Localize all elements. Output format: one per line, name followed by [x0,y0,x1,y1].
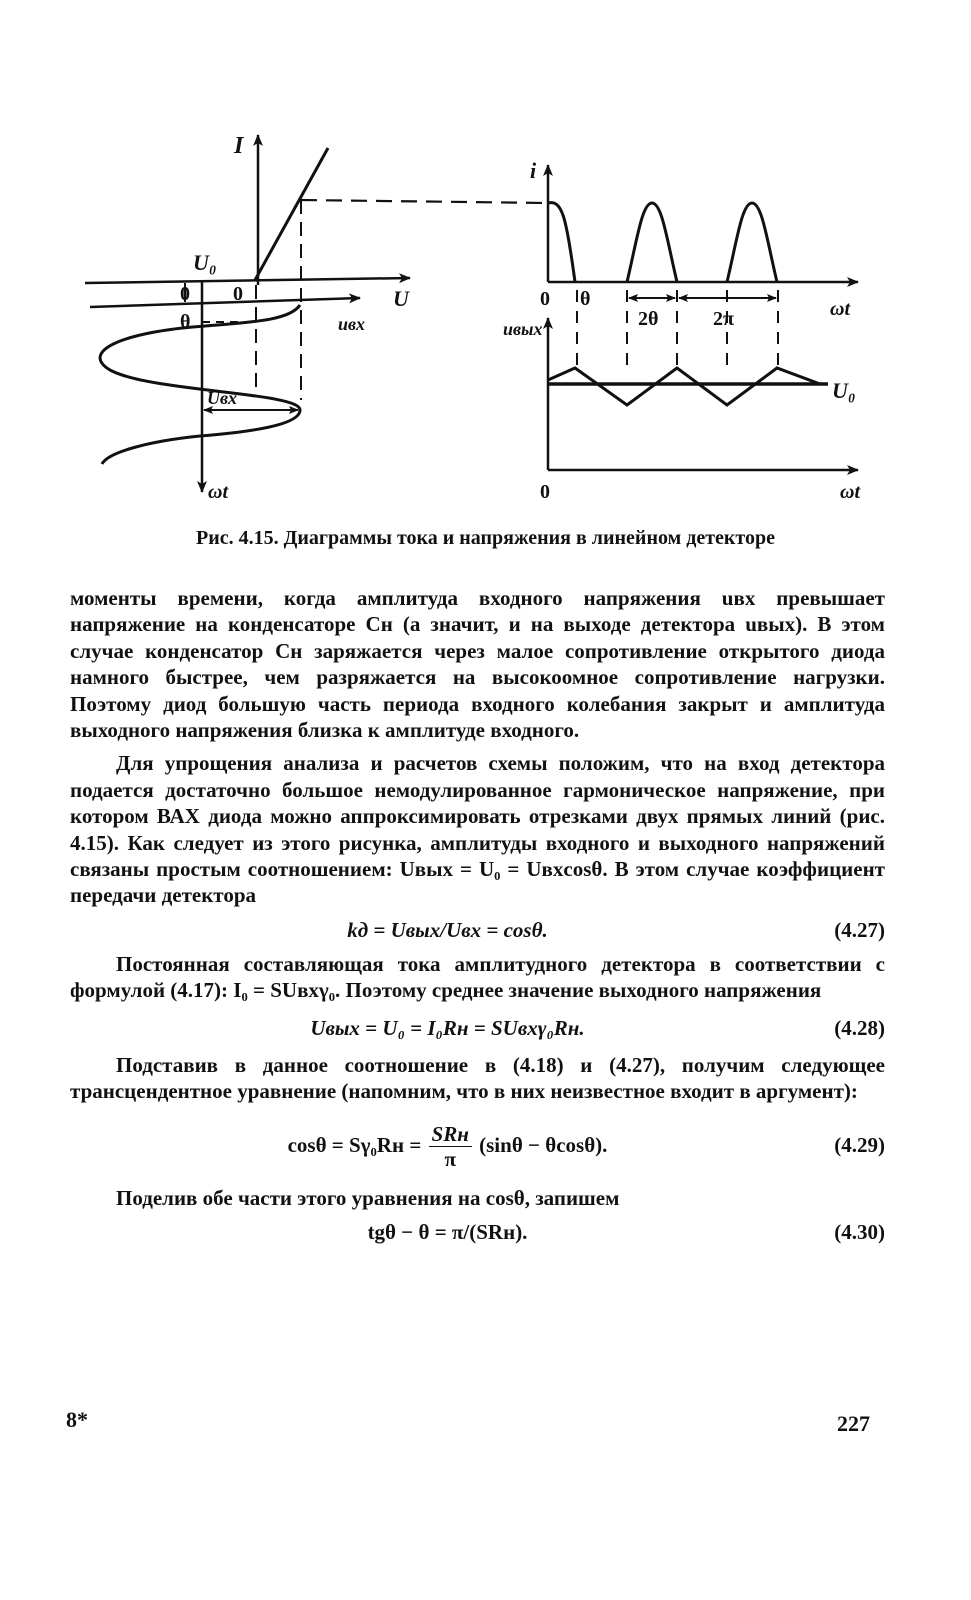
label-wt-top: ωt [830,298,851,320]
label-zero-b: 0 [233,283,243,305]
input-sinusoid [100,305,300,464]
left-panel-labels [180,133,410,503]
equation-4-29-left: cosθ = Sγ₀Rн = [287,1132,422,1157]
label-U0-right: U₀ [832,378,856,403]
body-text [70,585,885,1253]
equation-4-29-body [70,1105,825,1185]
current-pulses [548,203,777,282]
equation-4-28-number: (4.28) [834,1015,885,1040]
equation-4-29-fraction [429,1122,472,1171]
page-number: 227 [837,1411,870,1436]
equation-4-28 [70,1004,885,1052]
paragraph-1: моменты времени, когда амплитуда входного напряжения uвх превышает напряжение на конденсаторе Cн (а значит, и на выходе детектора uвых). В этом случае конденсатор Cн заряжается через малое сопротивление открытого диода намного быстрее, чем разряжается на высокоомное сопротивление нагрузки. Поэтому диод большую часть периода входного колебания закрыт и амплитуда выходного напряжения близка к амплитуде входного. [70,586,885,743]
equation-4-29-denominator: π [444,1147,456,1172]
equation-4-30-body: tgθ − θ = π/(SRн). [367,1219,528,1244]
equation-4-29-number: (4.29) [834,1132,885,1157]
equation-4-27-body: kд = Uвых/Uвх = cosθ. [347,917,548,942]
paragraph-2: Для упрощения анализа и расчетов схемы положим, что на вход детектора подается достаточно большое немодулированное гармоническое напряжение, при котором ВАХ диода можно аппроксимировать отрезками двух прямых линий (рис. 4.15). Как следует из этого рисунка, амплитуды входного и выходного напряжений связаны простым соотношением: Uвых = U₀ = Uвхcosθ. В этом случае коэффициент передачи детектора [70,751,885,908]
label-i: i [530,158,537,183]
figure-caption: Рис. 4.15. Диаграммы тока и напряжения в линейном детекторе [196,527,775,549]
equation-4-27 [70,909,885,951]
label-Uvx: Uвх [207,388,238,408]
label-theta-right: θ [580,288,591,310]
equation-4-27-number: (4.27) [834,917,885,942]
label-U0-left: U₀ [193,250,217,275]
right-panel-labels [503,158,861,503]
figure-4-15 [0,0,971,530]
label-zero-bottom: 0 [540,481,550,503]
dashed-link [301,200,548,203]
equation-4-30 [70,1211,885,1253]
paragraph-4: Подставив в данное соотношение в (4.18) и (4.27), получим следующее трансцендентное уравнение (напомним, что в них неизвестное входит в аргумент): [70,1052,885,1104]
equation-4-30-number: (4.30) [834,1219,885,1244]
label-2pi: 2π [713,308,734,330]
label-zero-a: 0 [180,283,190,305]
label-uvyx: uвых [503,319,543,339]
left-panel [85,135,548,492]
paragraph-5: Поделив обе части этого уравнения на cosθ, запишем [116,1185,620,1210]
equation-4-29-numerator: SRн [429,1122,472,1147]
label-wt-left: ωt [208,481,229,503]
label-I: I [234,133,244,159]
equation-4-29-right: (sinθ − θcosθ). [479,1132,608,1157]
label-uvx: uвх [338,314,366,334]
label-2theta: 2θ [638,308,659,330]
diode-characteristic [255,148,328,280]
label-theta-left: θ [180,311,191,333]
output-ripple [548,368,820,405]
axis-U [85,278,410,283]
label-U: U [393,286,409,311]
axis-uvx [90,298,360,307]
equation-4-29 [70,1105,885,1185]
equation-4-28-body: Uвых = U₀ = I₀Rн = SUвхγ₀Rн. [310,1015,585,1040]
right-panel [548,165,858,470]
label-zero-top: 0 [540,288,550,310]
label-wt-bottom: ωt [840,481,861,503]
signature-mark: 8* [66,1407,88,1432]
paragraph-3: Постоянная составляющая тока амплитудного детектора в соответствии с формулой (4.17): I₀ = SUвхγ₀. Поэтому среднее значение выходного напряжения [70,951,885,1003]
